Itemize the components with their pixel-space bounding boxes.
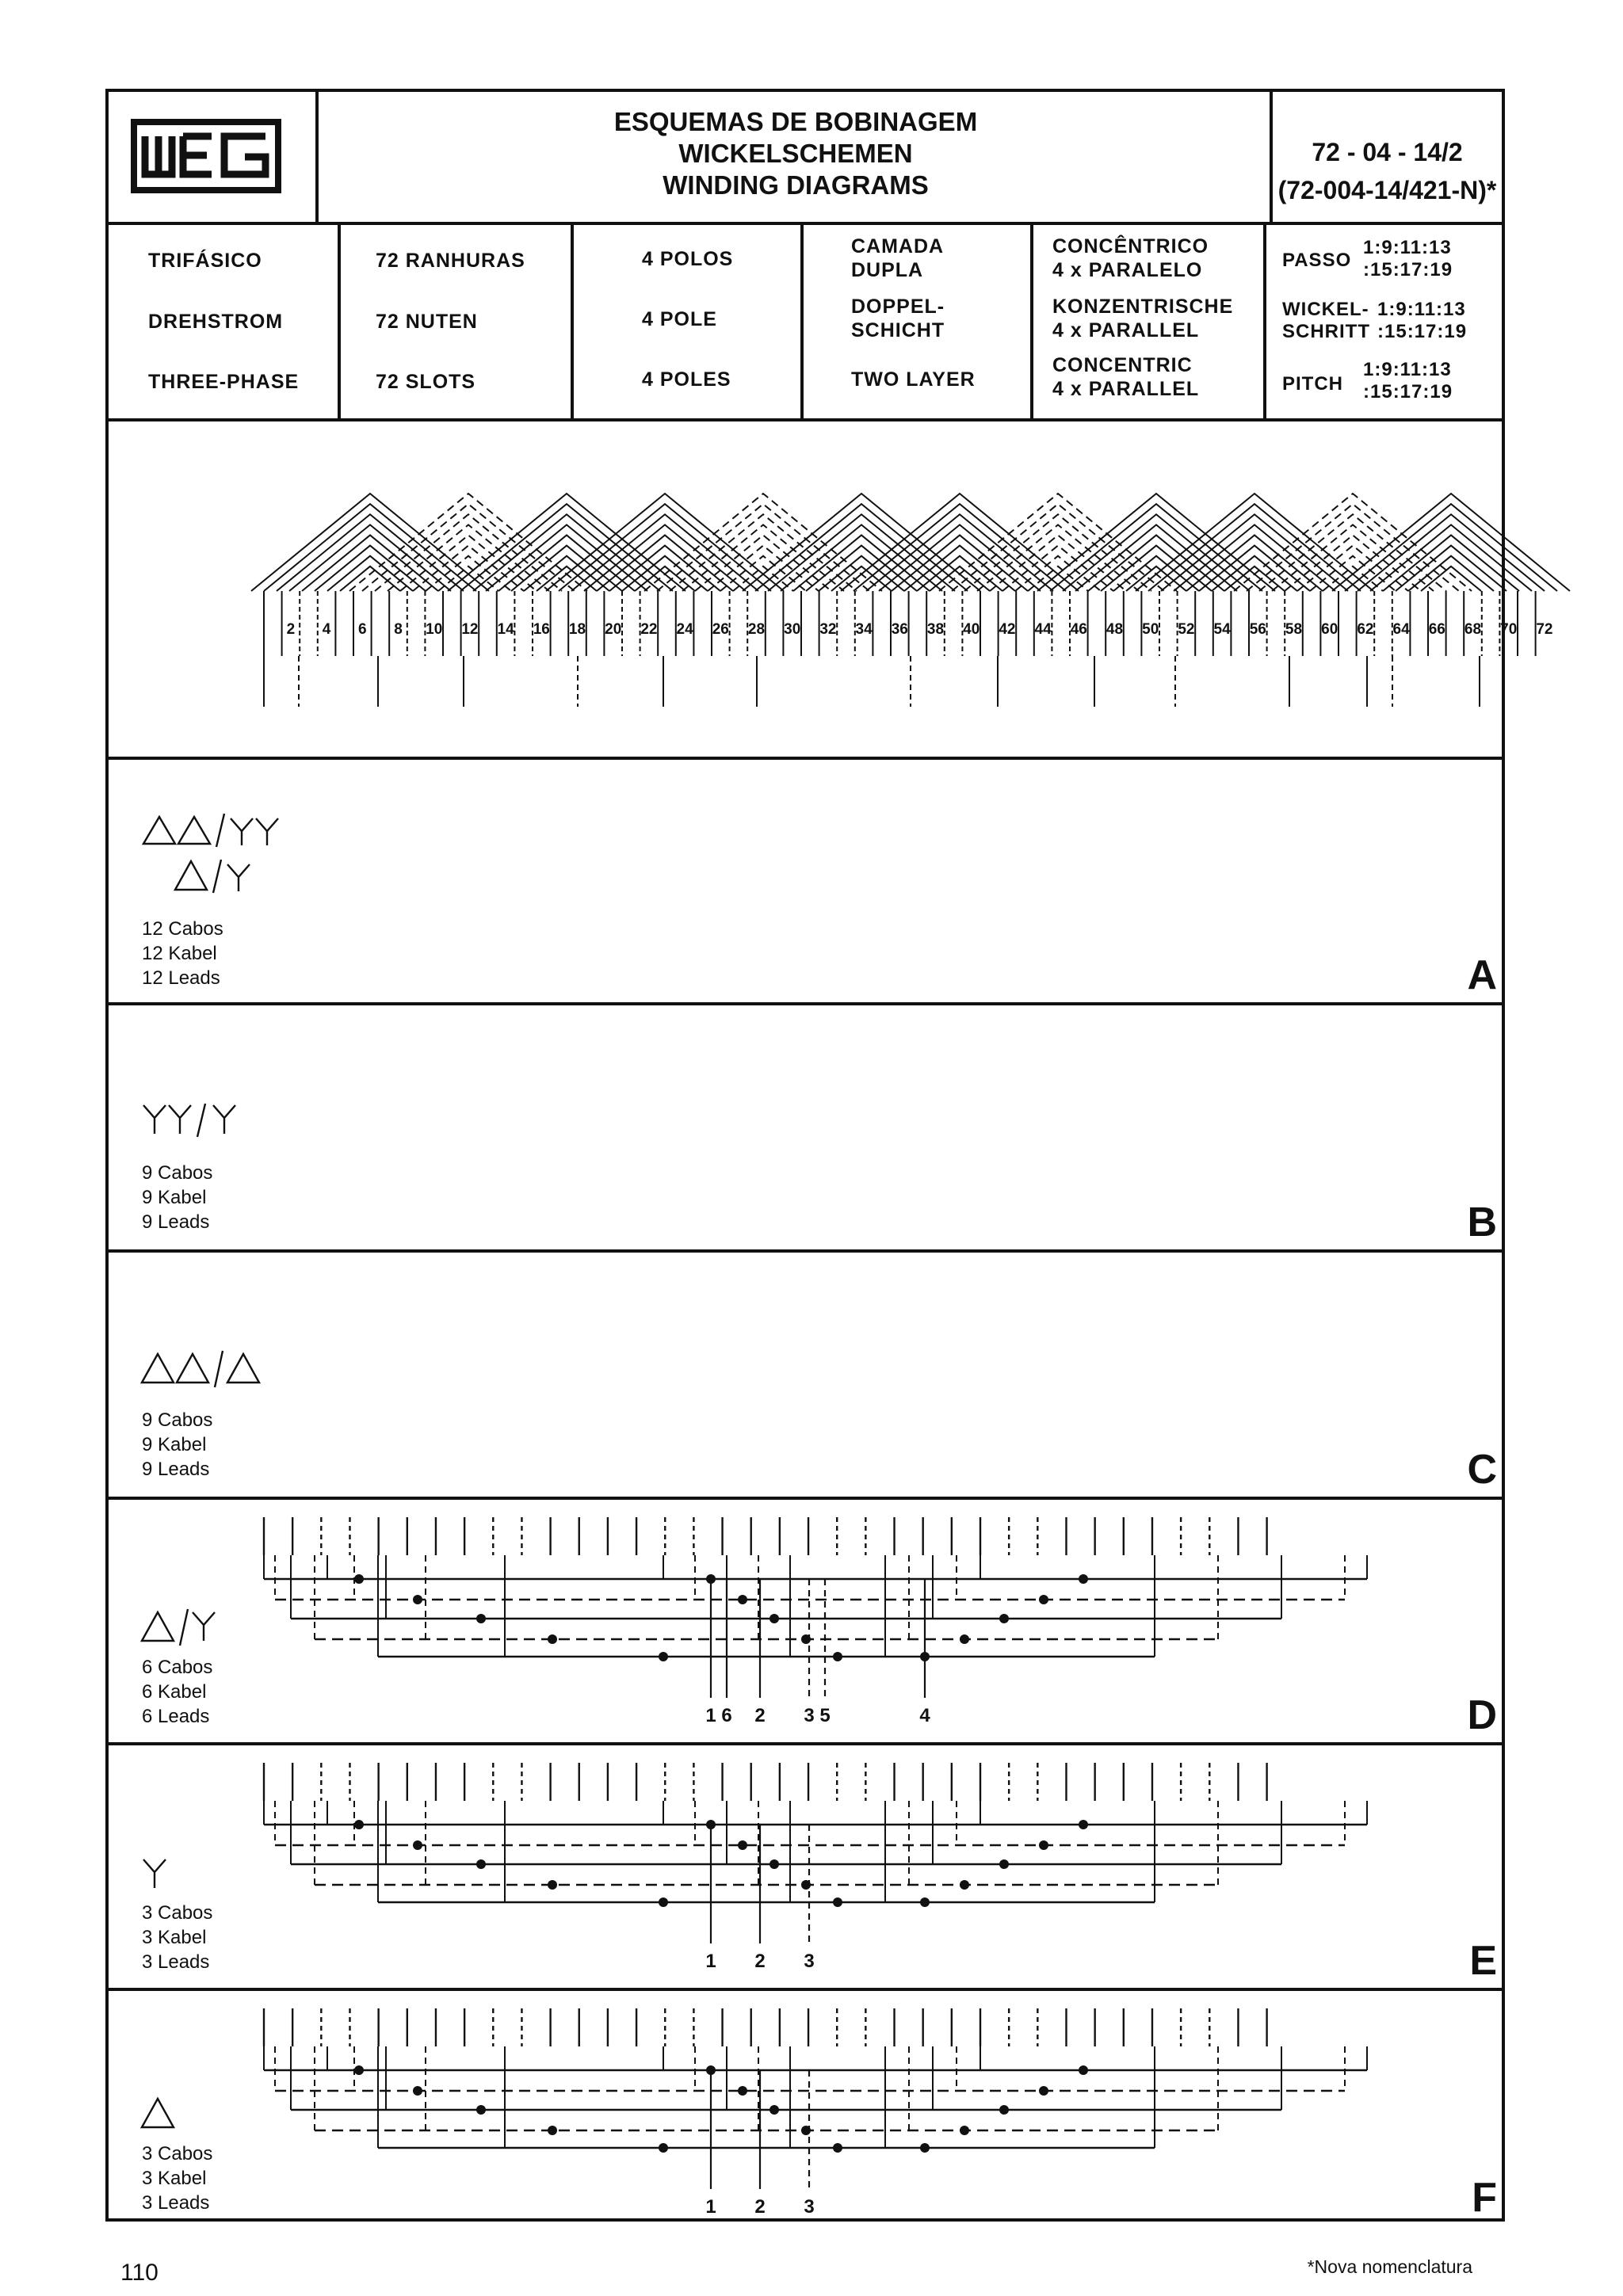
coil-turn	[841, 494, 1079, 591]
panel-letter-f: F	[1472, 2175, 1497, 2221]
junction-dot	[354, 1820, 364, 1829]
coil-turn	[755, 504, 968, 591]
diagram-code-new: (72-004-14/421-N)*	[1277, 176, 1497, 204]
coil-turn	[349, 494, 587, 591]
panel-letter-a: A	[1467, 952, 1497, 998]
junction-dot	[413, 1595, 422, 1604]
coil-turn	[264, 504, 476, 591]
coil-turn	[473, 514, 660, 591]
slot-number: 50	[1142, 621, 1159, 638]
leads-label-f: 3 Cabos 3 Kabel 3 Leads	[142, 2143, 213, 2214]
junction-dot	[833, 1652, 842, 1661]
delta-delta-wye-wye-symbol	[137, 809, 296, 896]
junction-dot	[833, 1897, 842, 1907]
connection-panel-c	[109, 1253, 1502, 1500]
slot-number: 30	[784, 621, 801, 638]
junction-dot	[354, 1574, 364, 1584]
junction-dot	[769, 1859, 779, 1869]
slot-number: 20	[605, 621, 622, 638]
junction-dot	[659, 1897, 668, 1907]
coil-turn	[375, 514, 562, 591]
junction-dot	[548, 1880, 557, 1890]
logo-cell	[109, 92, 319, 222]
slot-number: 14	[497, 621, 514, 638]
slot-number: 12	[461, 621, 479, 638]
junction-dot	[476, 1614, 486, 1623]
coil-turn	[1136, 494, 1373, 591]
title-en: WINDING DIAGRAMS	[663, 170, 929, 200]
terminal-label: 1	[705, 1951, 716, 1972]
junction-dot	[999, 2105, 1009, 2115]
junction-dot	[476, 2105, 486, 2115]
spec-phase: TRIFÁSICO DREHSTROM THREE-PHASE	[109, 225, 341, 418]
slot-number: 8	[394, 621, 403, 638]
connection-diagram-d	[109, 1500, 1502, 1742]
wye-symbol	[137, 1853, 185, 1893]
leads-label-c: 9 Cabos 9 Kabel 9 Leads	[142, 1409, 213, 1480]
coil-turn	[1050, 504, 1262, 591]
junction-dot	[476, 1859, 486, 1869]
weg-logo	[131, 119, 281, 193]
slot-number: 4	[322, 621, 331, 638]
slot-number: 42	[999, 621, 1016, 638]
panel-letter-d: D	[1467, 1692, 1497, 1738]
connection-panel-d	[109, 1500, 1502, 1745]
slot-number: 66	[1428, 621, 1445, 638]
junction-dot	[833, 2143, 842, 2153]
coil-turn	[670, 514, 857, 591]
leads-label-e: 3 Cabos 3 Kabel 3 Leads	[142, 1902, 213, 1973]
title-de: WICKELSCHEMEN	[678, 139, 913, 168]
slot-number: 16	[533, 621, 550, 638]
slot-number: 34	[855, 621, 873, 638]
terminal-label: 2	[754, 2196, 766, 2218]
page-number: 110	[120, 2260, 158, 2286]
slot-number: 48	[1106, 621, 1124, 638]
coil-turn	[1358, 514, 1545, 591]
junction-dot	[999, 1614, 1009, 1623]
coil-turn	[559, 504, 771, 591]
slot-number: 46	[1070, 621, 1087, 638]
junction-dot	[548, 1634, 557, 1644]
code-cell	[1270, 92, 1502, 222]
junction-dot	[1039, 1840, 1048, 1850]
junction-dot	[1039, 1595, 1048, 1604]
spec-pitch: PASSO 1:9:11:13 :15:17:19 WICKEL- SCHRITT 1:9:11:13 :15:17:19 PITCH 1:9:11:13 :15:17:19	[1282, 237, 1468, 402]
slot-number: 70	[1500, 621, 1518, 638]
diagram-titles	[319, 92, 1273, 222]
junction-dot	[413, 2086, 422, 2096]
connection-panel-a	[109, 760, 1502, 1005]
junction-dot	[769, 1614, 779, 1623]
connection-panel-e	[109, 1745, 1502, 1991]
connection-diagram-f	[109, 1991, 1502, 2222]
slot-number: 32	[819, 621, 837, 638]
slot-number: 2	[286, 621, 296, 638]
slot-number: 68	[1464, 621, 1482, 638]
slot-number: 6	[358, 621, 367, 638]
junction-dot	[738, 2086, 747, 2096]
slot-number: 52	[1178, 621, 1195, 638]
coil-turn	[1247, 504, 1459, 591]
spec-poles: 4 POLOS 4 POLE 4 POLES	[574, 225, 804, 418]
coil-turn	[657, 504, 869, 591]
coil-turn	[1037, 494, 1275, 591]
terminal-label: 1	[705, 2196, 716, 2218]
coil-turn	[315, 546, 426, 591]
coil-turn	[854, 504, 1066, 591]
terminal-label: 5	[819, 1705, 831, 1726]
junction-dot	[1039, 2086, 1048, 2096]
junction-dot	[1079, 1574, 1088, 1584]
connection-panel-b	[109, 1005, 1502, 1253]
junction-dot	[920, 2143, 930, 2153]
coil-turn	[743, 494, 980, 591]
leads-label-d: 6 Cabos 6 Kabel 6 Leads	[142, 1657, 213, 1727]
junction-dot	[769, 2105, 779, 2115]
slot-number: 26	[712, 621, 729, 638]
coil-turn	[460, 504, 673, 591]
coil-turn	[1332, 494, 1570, 591]
coil-turn	[1148, 504, 1361, 591]
coil-turn	[964, 514, 1151, 591]
coil-turn	[251, 494, 489, 591]
winding-diagram-panel	[109, 421, 1553, 760]
junction-dot	[659, 1652, 668, 1661]
coil-turn	[939, 494, 1177, 591]
slot-number: 62	[1357, 621, 1374, 638]
panel-letter-e: E	[1469, 1938, 1497, 1984]
leads-label-b: 9 Cabos 9 Kabel 9 Leads	[142, 1162, 213, 1233]
coil-turn	[768, 514, 955, 591]
terminal-label: 2	[754, 1951, 766, 1972]
coil-turn	[644, 494, 882, 591]
diagram-code: 72 - 04 - 14/2	[1312, 138, 1463, 166]
coil-turn	[866, 514, 1053, 591]
slot-number: 44	[1034, 621, 1052, 638]
wye-wye-wye-symbol	[137, 1099, 272, 1140]
delta-symbol	[137, 2092, 185, 2132]
coil-turn	[571, 514, 758, 591]
slot-number: 10	[426, 621, 443, 638]
junction-dot	[960, 1634, 969, 1644]
slot-number: 58	[1285, 621, 1303, 638]
junction-dot	[354, 2065, 364, 2075]
spec-table	[109, 225, 1502, 421]
terminal-label: 3	[804, 1951, 815, 1972]
terminal-label: 1	[705, 1705, 716, 1726]
slot-number: 56	[1249, 621, 1266, 638]
coil-turn	[1259, 514, 1446, 591]
header	[109, 92, 1502, 225]
terminal-label: 2	[754, 1705, 766, 1726]
junction-dot	[999, 1859, 1009, 1869]
terminal-label: 3	[804, 1705, 815, 1726]
spec-winding: CONCÊNTRICO 4 x PARALELO KONZENTRISCHE 4 x PARALLEL CONCENTRIC 4 x PARALLEL	[1033, 225, 1266, 418]
delta-delta-delta-symbol	[137, 1346, 272, 1390]
footnote: *Nova nomenclatura	[1307, 2256, 1472, 2277]
slot-number: 60	[1321, 621, 1338, 638]
slot-number: 24	[676, 621, 693, 638]
terminal-label: 3	[804, 2196, 815, 2218]
slot-number: 64	[1392, 621, 1410, 638]
connection-diagram-e	[109, 1745, 1502, 1988]
spec-slots: 72 RANHURAS 72 NUTEN 72 SLOTS	[341, 225, 574, 418]
slot-number: 22	[640, 621, 658, 638]
slot-number: 54	[1213, 621, 1231, 638]
terminal-label: 4	[919, 1705, 930, 1726]
slot-number: 40	[963, 621, 980, 638]
coil-turn	[1161, 514, 1348, 591]
junction-dot	[659, 2143, 668, 2153]
coil-turn	[277, 514, 464, 591]
junction-dot	[413, 1840, 422, 1850]
coil-turn	[1234, 494, 1472, 591]
winding-sheet	[105, 89, 1553, 2222]
coil-turn	[1063, 514, 1250, 591]
slot-number: 72	[1536, 621, 1553, 638]
panel-letter-b: B	[1467, 1199, 1497, 1245]
connection-panel-f	[109, 1991, 1502, 2225]
delta-wye-symbol	[137, 1604, 240, 1649]
junction-dot	[920, 1897, 930, 1907]
slot-number: 38	[926, 621, 945, 638]
junction-dot	[960, 1880, 969, 1890]
coil-turn	[362, 504, 575, 591]
spec-layer: CAMADA DUPLA DOPPEL- SCHICHT TWO LAYER	[804, 225, 1033, 418]
slot-number: 36	[891, 621, 908, 638]
coil-turn	[546, 494, 784, 591]
title-pt: ESQUEMAS DE BOBINAGEM	[613, 107, 978, 136]
coil-turn	[448, 494, 685, 591]
coil-turn	[952, 504, 1164, 591]
junction-dot	[1079, 2065, 1088, 2075]
slot-number: 28	[747, 621, 766, 638]
junction-dot	[738, 1840, 747, 1850]
panel-letter-c: C	[1467, 1447, 1497, 1493]
junction-dot	[738, 1595, 747, 1604]
junction-dot	[1079, 1820, 1088, 1829]
junction-dot	[960, 2126, 969, 2135]
coil-turn	[1345, 504, 1557, 591]
junction-dot	[548, 2126, 557, 2135]
leads-label-a: 12 Cabos 12 Kabel 12 Leads	[142, 918, 223, 989]
winding-diagram	[109, 421, 1553, 757]
slot-number: 18	[568, 621, 586, 638]
terminal-label: 6	[721, 1705, 732, 1726]
